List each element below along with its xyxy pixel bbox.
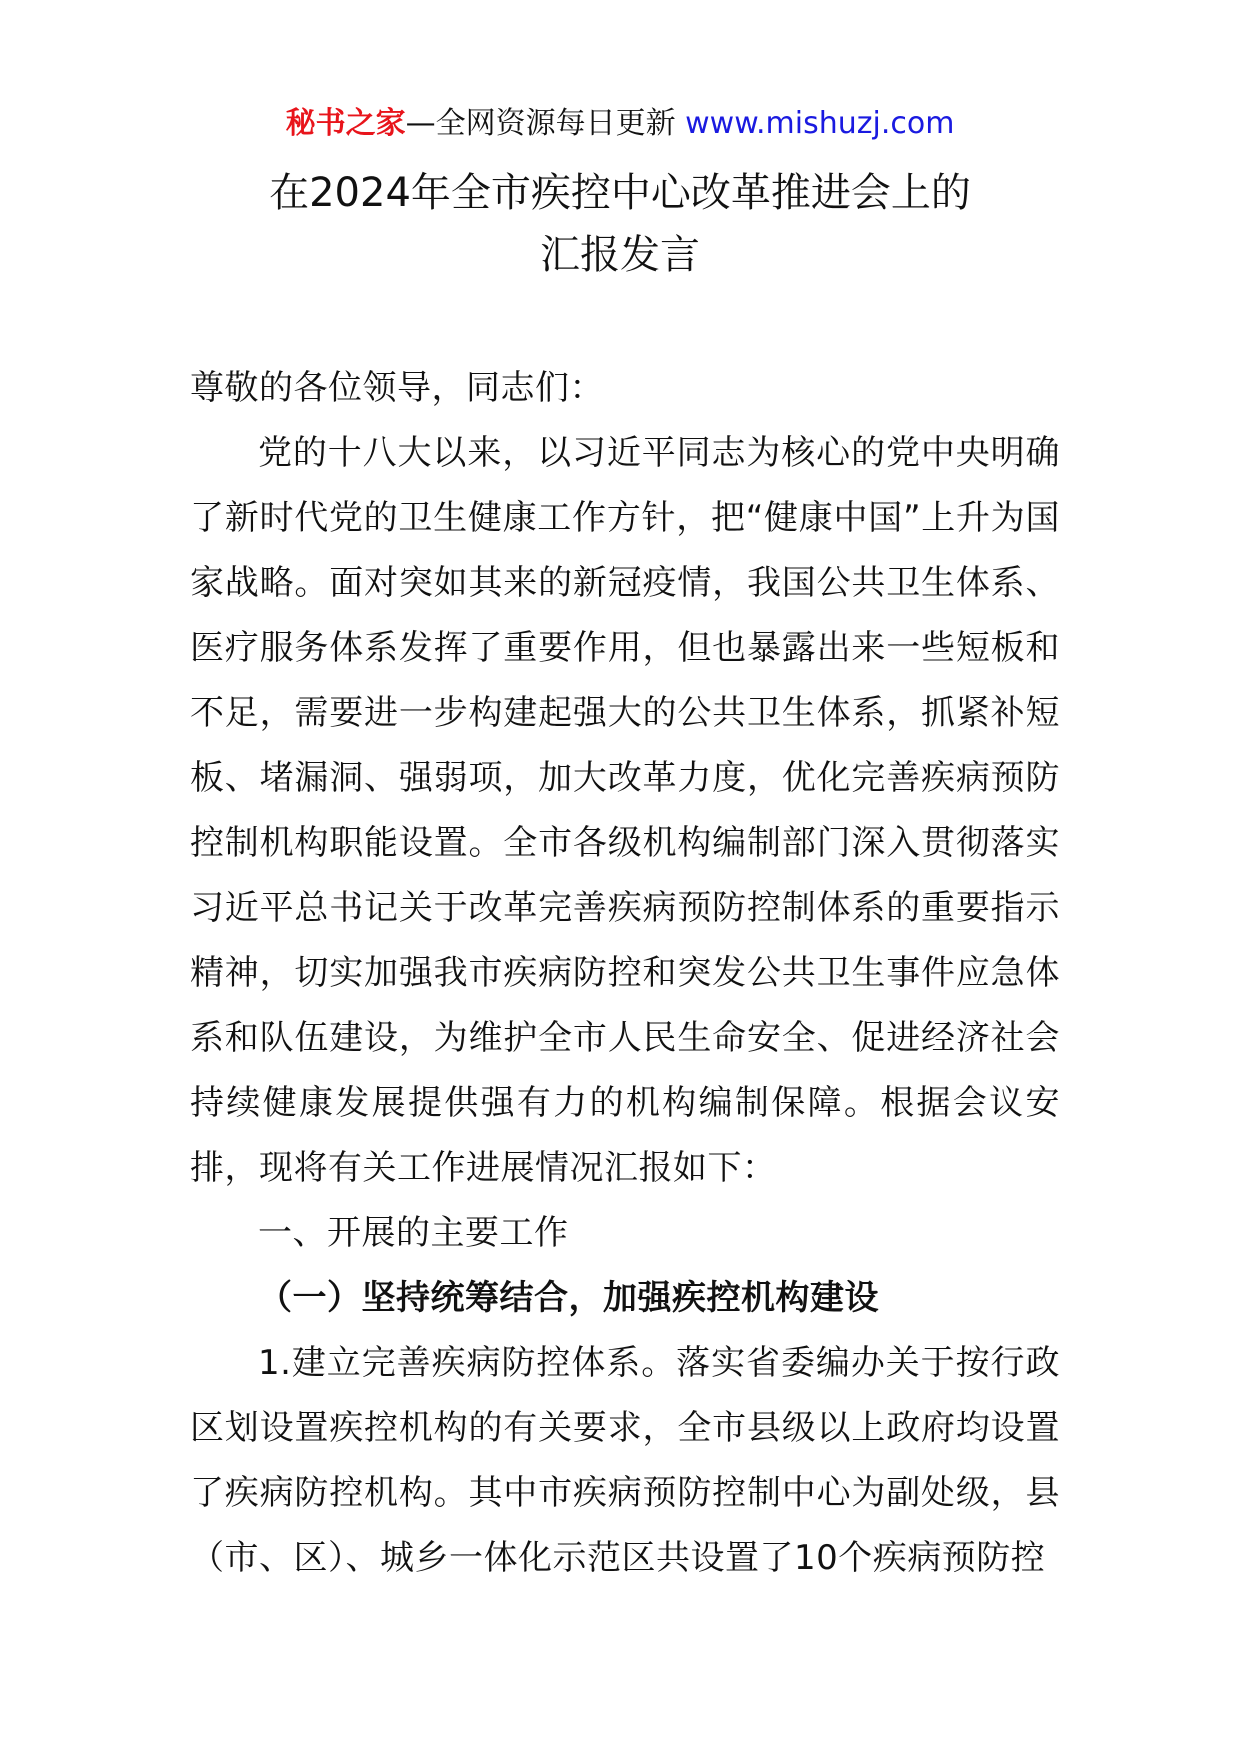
- title-line-1: 在2024年全市疾控中心改革推进会上的: [269, 170, 971, 216]
- salutation: 尊敬的各位领导，同志们：: [190, 368, 604, 408]
- paragraph-item-1: 1.建立完善疾病防控体系。落实省委编办关于按行政区划设置疾控机构的有关要求，全市县级以上政府均设置了疾病防控机构。其中市疾病预防控制中心为副处级，县（市、区）、城乡一体化示范区共设置了10个疾病预防控: [190, 1343, 1060, 1578]
- brand-name: 秘书之家: [285, 106, 406, 141]
- site-header: [0, 100, 1240, 148]
- header-tagline: —全网资源每日更新: [405, 106, 676, 141]
- paragraph-intro: 党的十八大以来，以习近平同志为核心的党中央明确了新时代党的卫生健康工作方针，把“健康中国”上升为国家战略。面对突如其来的新冠疫情，我国公共卫生体系、医疗服务体系发挥了重要作用，但也暴露出来一些短板和不足，需要进一步构建起强大的公共卫生体系，抓紧补短板、堵漏洞、强弱项，加大改革力度，优化完善疾病预防控制机构职能设置。全市各级机构编制部门深入贯彻落实习近平总书记关于改革完善疾病预防控制体系的重要指示精神，切实加强我市疾病防控和突发公共卫生事件应急体系和队伍建设，为维护全市人民生命安全、促进经济社会持续健康发展提供强有力的机构编制保障。根据会议安排，现将有关工作进展情况汇报如下：: [190, 433, 1060, 1188]
- section-heading: 一、开展的主要工作: [258, 1213, 569, 1253]
- document-title: [0, 162, 1240, 286]
- site-url-link[interactable]: www.mishuzj.com: [685, 106, 955, 141]
- title-line-2: 汇报发言: [540, 232, 700, 278]
- document-body: [190, 356, 1060, 1591]
- subsection-heading: （一）坚持统筹结合，加强疾控机构建设: [258, 1278, 879, 1318]
